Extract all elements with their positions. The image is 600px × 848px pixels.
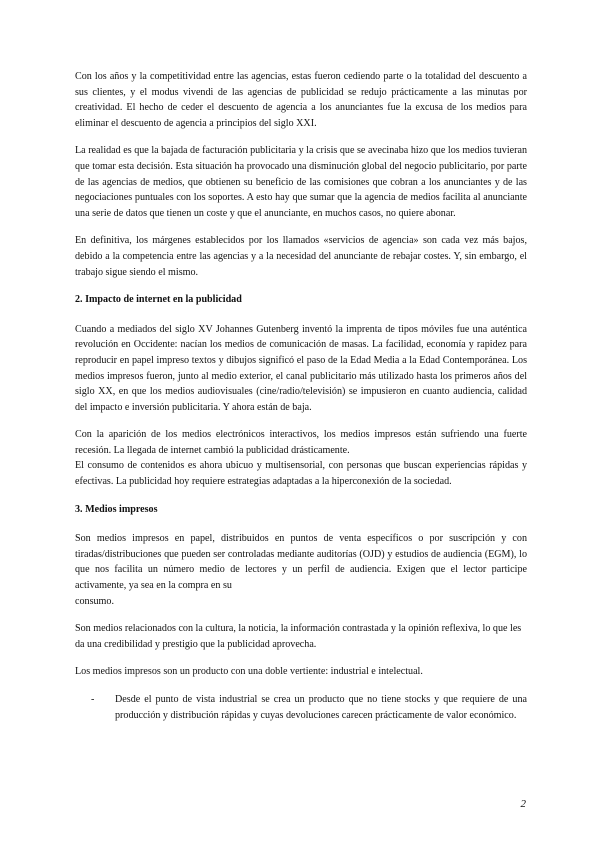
section-2-heading: 2. Impacto de internet en la publicidad [75,294,242,306]
section-3-bullet-list [75,692,527,723]
page-number: 2 [520,798,526,810]
section-2-paragraph-1: Cuando a mediados del siglo XV Johannes Gutenberg inventó la imprenta de tipos móviles fue una auténtica revolución en Occidente: nacían los medios de comunicación de masas. La facilidad, economía y rapidez para reproducir en papel impreso textos y dibujos significó el paso de la Edad Media a la Edad Contemporánea. Los medios impresos fueron, junto al medio exterior, el canal publicitario más utilizado hasta los primeros años del siglo XX, en que los medios audiovisuales (cine/radio/televisión) se impusieron en cuanto audiencia, calidad del impacto e inversión publicitaria. Y ahora están de baja. [75,323,527,413]
section-3-paragraph-3: Los medios impresos son un producto con una doble vertiente: industrial e intelectual. [75,666,423,678]
section-2-paragraph-2: Con la aparición de los medios electrónicos interactivos, los medios impresos están sufriendo una fuerte recesión. La llegada de internet cambió la publicidad drásticamente. [75,429,527,456]
list-item [75,692,527,723]
page-body [75,69,527,723]
section-3-heading: 3. Medios impresos [75,503,158,515]
intro-paragraph-3: En definitiva, los márgenes establecidos por los llamados «servicios de agencia» son cada vez más bajos, debido a la competencia entre las agencias y a la necesidad del anunciante de rebajar costes. Y, sin embargo, el trabajo sigue siendo el mismo. [75,235,527,278]
intro-paragraph-2: La realidad es que la bajada de facturación publicitaria y la crisis que se avecinaba hizo que los medios tuvieran que tomar esta decisión. Esta situación ha provocado una disminución global del negocio publicitario, por parte de las agencias de medios, que obtienen su beneficio de las comisiones que cobran a los anunciantes y de las negociaciones puntuales con los soportes. A esto hay que sumar que la agencia de medios facilita al anunciante una serie de datos que tienen un coste y que el anunciante, en muchos casos, no quiere abonar. [75,145,527,219]
section-2-paragraph-3: El consumo de contenidos es ahora ubicuo y multisensorial, con personas que buscan experiencias rápidas y efectivas. La publicidad hoy requiere estrategias adaptadas a la hiperconexión de la sociedad. [75,460,527,488]
section-3-paragraph-1-continuation: consumo. [75,595,114,607]
section-3-paragraph-1: Son medios impresos en papel, distribuidos en puntos de venta específicos o por suscripción y con tiradas/distribuciones que pueden ser controladas mediante auditorías (OJD) y estudios de audiencia (EGM), lo que nos facilita un número medio de lectores y un perfil de audiencia. Exigen que el lector participe activamente, ya sea en la compra en su [75,533,527,592]
dash-bullet: - [91,694,95,705]
list-item-text: Desde el punto de vista industrial se crea un producto que no tiene stocks y que requiere de una producción y distribución rápidas y cuyas devoluciones carecen prácticamente de valor económico. [115,694,527,721]
intro-paragraph-1: Con los años y la competitividad entre las agencias, estas fueron cediendo parte o la totalidad del descuento a sus clientes, y el modus vivendi de las agencias de publicidad se redujo prácticamente a las minutas por creatividad. El hecho de ceder el descuento de agencia a los anunciantes fue la excusa de los medios para eliminar el descuento de agencia a principios del siglo XXI. [75,71,527,129]
section-3-paragraph-2: Son medios relacionados con la cultura, la noticia, la información contrastada y la opinión reflexiva, lo que les da una credibilidad y prestigio que la publicidad aprovecha. [75,623,522,650]
